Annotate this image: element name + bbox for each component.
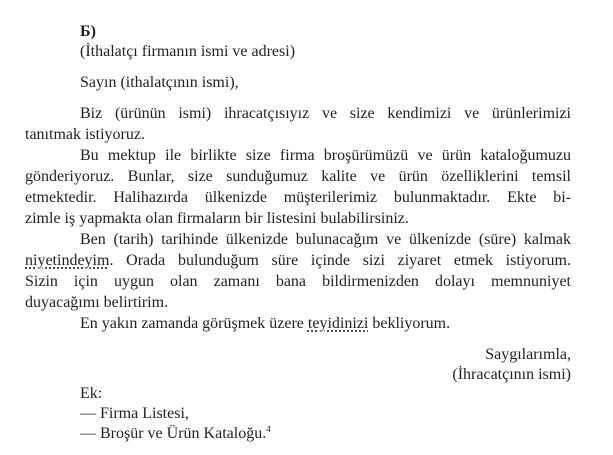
- paragraph-2-line-4: zimle iş yapmakta olan firmaların bir listesini bulabilirsiniz.: [25, 210, 409, 227]
- enclosure-label: Ek:: [80, 385, 103, 402]
- paragraph-1-line-2: tanıtmak istiyoruz.: [25, 126, 145, 143]
- section-heading: Б): [80, 23, 96, 40]
- paragraph-4: [80, 314, 450, 334]
- enclosure-item: [80, 424, 271, 444]
- enclosure-item-text: — Broşür ve Ürün Kataloğu.: [80, 425, 267, 442]
- enclosure-item: — Firma Listesi,: [80, 405, 189, 422]
- paragraph-3-line-4: duyacağımı belirtirim.: [25, 294, 169, 311]
- underlined-word-teyidinizi: teyidinizi: [307, 315, 369, 332]
- paragraph-3-line-3: Sizin için uygun olan zamanı bana bildirmenizden dolayı memnuniyet: [25, 273, 571, 290]
- paragraph-1-line-1: Biz (ürünün ismi) ihracatçısıyız ve size kendimizi ve ürünlerimizi: [80, 105, 571, 122]
- paragraph-4-after: bekliyorum.: [368, 315, 451, 332]
- paragraph-3-line-2-rest: . Orada bulunduğum süre içinde sizi ziyaret etmek istiyorum.: [109, 252, 571, 269]
- closing: Saygılarımla,: [485, 346, 571, 363]
- paragraph-4-before: En yakın zamanda görüşmek üzere: [80, 315, 308, 332]
- footnote-mark: 4: [266, 424, 271, 434]
- paragraph-3-line-2: [25, 251, 571, 271]
- paragraph-3-line-1: Ben (tarih) tarihinde ülkenizde bulunacağım ve ülkenizde (süre) kalmak: [80, 231, 571, 248]
- signature: (İhracatçının ismi): [452, 366, 571, 383]
- paragraph-2-line-2: gönderiyoruz. Bunlar, size sunduğumuz kalite ve ürün özelliklerini temsil: [25, 168, 571, 185]
- paragraph-2-line-3: etmektedir. Halihazırda ülkenizde müşterilerimiz bulunmaktadır. Ekte bi-: [25, 189, 571, 206]
- salutation: Sayın (ithalatçının ismi),: [80, 74, 239, 91]
- paragraph-2-line-1: Bu mektup ile birlikte size firma broşürümüzü ve ürün kataloğumuzu: [80, 147, 571, 164]
- underlined-word-niyetindeyim: niyetindeyim: [25, 252, 110, 269]
- importer-address: (İthalatçı firmanın ismi ve adresi): [80, 43, 296, 60]
